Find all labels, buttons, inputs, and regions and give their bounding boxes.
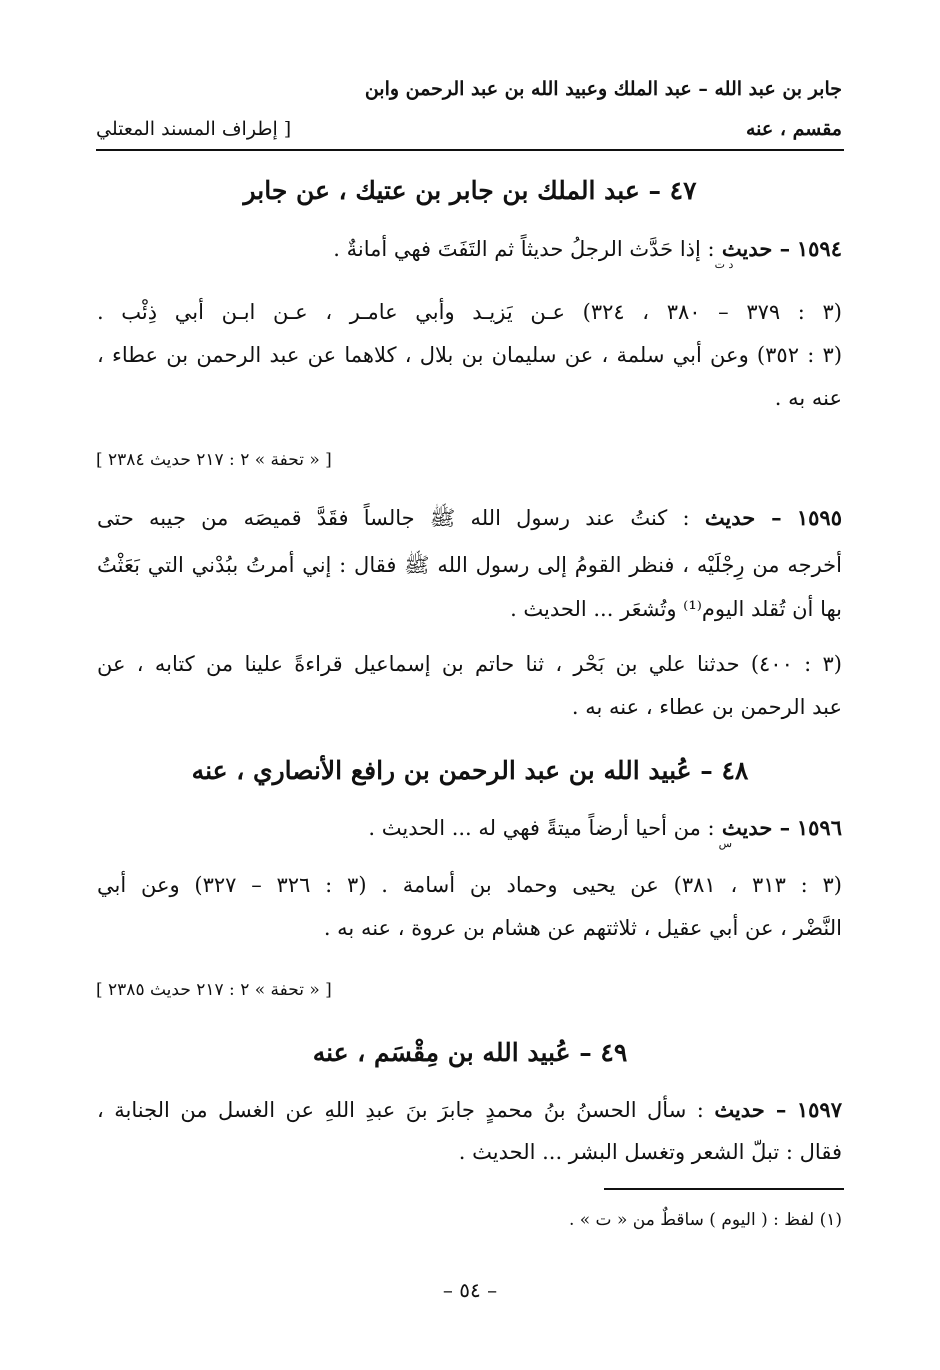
hadith-1597-text-1: : سأل الحسنُ بنُ محمدٍ جابرَ بنَ عبدِ اللهِ عن الغسل من الجنابة ، (97, 1098, 704, 1122)
hadith-1595-line3: بها أن تُقلد اليوم⁽¹⁾ وتُشعَر ... الحديث . (510, 597, 842, 621)
hadith-1594-text: : إذا حَدَّث الرجلُ حديثاً ثم التَفَتَ فهي أمانةٌ . (333, 237, 715, 261)
isnad-1594-line1: (٣ : ٣٧٩ – ٣٨٠ ، ٣٢٤) عـن يَزيـد وأبي عامـر ، عـن ابـن أبي ذِئْب . (97, 300, 842, 324)
header-title-line1 (365, 78, 842, 100)
footnote-rule (604, 1188, 844, 1190)
hadith-1597-line1 (97, 1097, 842, 1122)
hadith-1594 (97, 236, 842, 271)
header-book-title: [ إطراف المسند المعتلي (96, 118, 292, 140)
section-47-heading: ٤٧ – عبد الملك بن جابر بن عتيك ، عن جابر (243, 176, 697, 205)
page-number: – ٥٤ – (442, 1278, 498, 1302)
hadith-1596-siglum: س (718, 837, 733, 850)
header-title-bold: جابر بن عبد الله – عبد الملك وعبيد الله بن عبد الرحمن وابن (364, 78, 842, 100)
isnad-1595-line2: عبد الرحمن بن عطاء ، عنه به . (571, 695, 842, 719)
isnad-1595-line1: (٣ : ٤٠٠) حدثنا علي بن بَحْر ، ثنا حاتم بن إسماعيل قراءةً علينا من كتابه ، عن (97, 652, 842, 676)
section-48-heading: ٤٨ – عُبيد الله بن عبد الرحمن بن رافع الأنصاري ، عنه (191, 756, 749, 785)
hadith-1594-siglum: د ت (714, 258, 734, 271)
tuhfa-ref-2385: [ « تحفة » ٢ : ٢١٧ حديث ٢٣٨٥ ] (96, 980, 332, 1000)
hadith-1594-label: – حديث د ت (714, 236, 791, 271)
hadith-1595-label: – حديث (704, 505, 782, 530)
header-title-bold-2: مقسم ، عنه (745, 118, 842, 140)
isnad-1594-line3: عنه به . (774, 386, 842, 410)
hadith-1596 (97, 815, 842, 850)
isnad-1596-line1: (٣ : ٣١٣ ، ٣٨١) عن يحيى وحماد بن أسامة . (٣ : ٣٢٦ – ٣٢٧) وعن أبي (97, 873, 842, 897)
section-49-heading: ٤٩ – عُبيد الله بن مِقْسَم ، عنه (312, 1038, 628, 1067)
hadith-1597-label: – حديث (714, 1097, 787, 1122)
hadith-1595-line2: أخرجه من رِجْلَيْه ، فنظر القومُ إلى رسول الله ﷺ فقال : إني أمرتُ ببُدْني التي بَعَثْتُ (97, 553, 842, 577)
header-title-line2 (746, 118, 842, 140)
hadith-1595-number: ١٥٩٥ (796, 505, 842, 530)
hadith-1595-line1 (97, 505, 842, 536)
tuhfa-ref-2384: [ « تحفة » ٢ : ٢١٧ حديث ٢٣٨٤ ] (96, 450, 332, 470)
hadith-1597-line2: فقال : تبلّ الشعر وتغسل البشر ... الحديث . (458, 1140, 842, 1164)
hadith-1596-number: ١٥٩٦ (796, 815, 842, 840)
hadith-1594-number: ١٥٩٤ (796, 236, 842, 261)
hadith-1597-number: ١٥٩٧ (796, 1097, 842, 1122)
isnad-1594-line2: (٣ : ٣٥٢) وعن أبي سلمة ، عن سليمان بن بلال ، كلاهما عن عبد الرحمن بن عطاء ، (97, 343, 843, 367)
hadith-1596-label: – حديث س (718, 815, 791, 850)
hadith-1595-text-1: : كنتُ عند رسول الله ﷺ جالساً فقَدَّ قميصَه من جيبه حتى (97, 506, 690, 530)
footnote-1: (١) لفظ : ( اليوم ) ساقطٌ من « ت » . (568, 1210, 842, 1230)
hadith-1596-text: : من أحيا أرضاً ميتةً فهي له ... الحديث . (368, 816, 715, 840)
header-rule (96, 149, 844, 151)
isnad-1596-line2: النَّضْر ، عن أبي عقيل ، ثلاثتهم عن هشام بن عروة ، عنه به . (323, 916, 842, 940)
